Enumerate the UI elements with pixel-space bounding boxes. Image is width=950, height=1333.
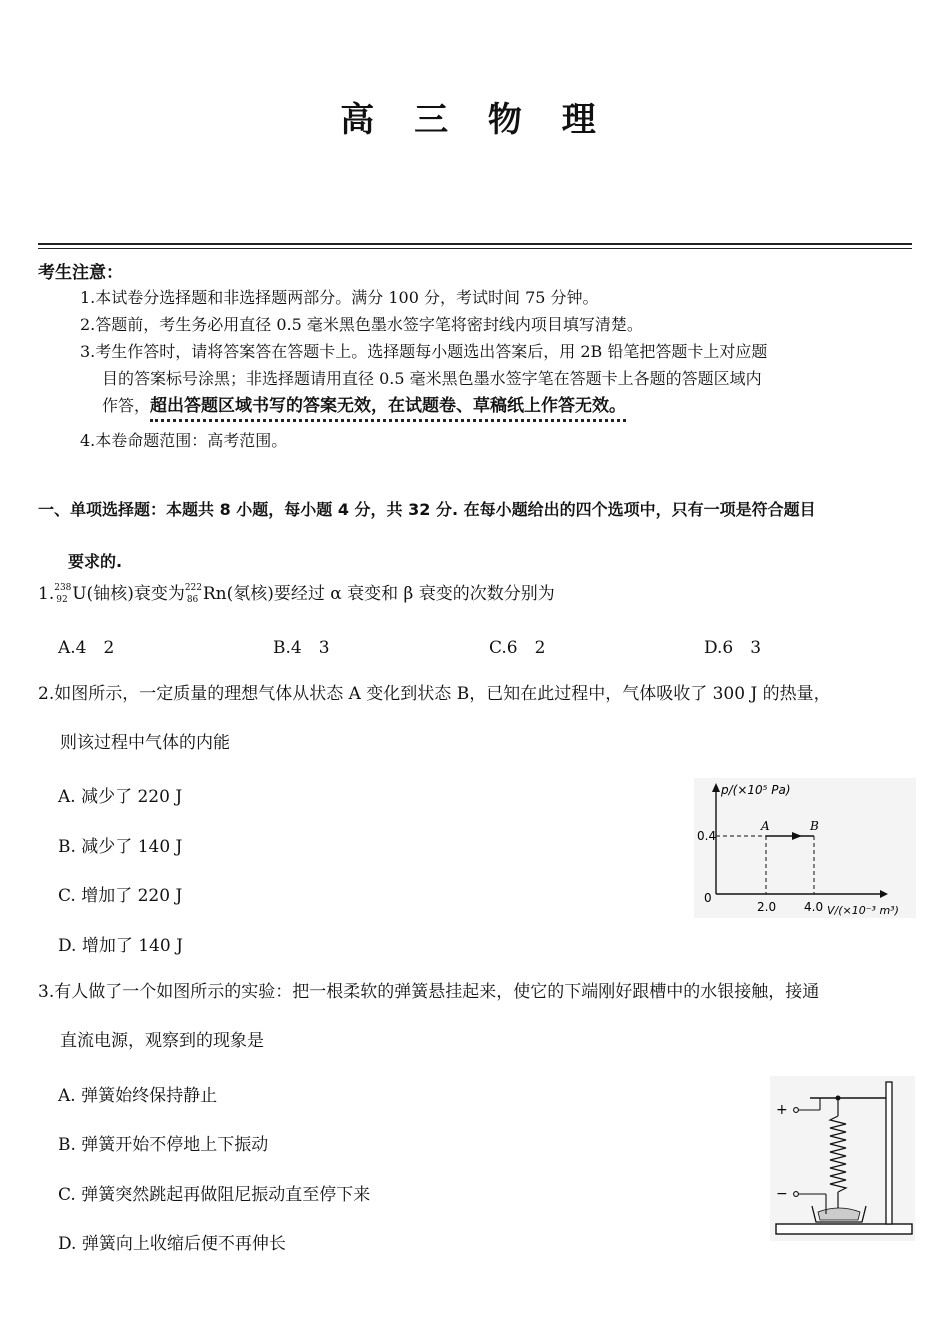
question-3-line-1: 3.有人做了一个如图所示的实验：把一根柔软的弹簧悬挂起来，使它的下端刚好跟槽中的水银接触，接通 xyxy=(38,982,820,1002)
question-2-stem xyxy=(38,670,918,768)
x-tick-label-1: 2.0 xyxy=(757,900,777,914)
apparatus-base xyxy=(776,1224,912,1234)
question-2-option-a[interactable]: A. 减少了 220 J xyxy=(58,787,183,807)
rn-nuclide-numbers: 222 86 xyxy=(184,582,203,605)
notice-item-3-line-2: 目的答案标号涂黑；非选择题请用直径 0.5 毫米黑色墨水签字笔在答题卡上各题的答题区域内 xyxy=(102,369,762,388)
origin-label: 0 xyxy=(704,891,712,905)
notice-item-2: 2.答题前，考生务必用直径 0.5 毫米黑色墨水签字笔将密封线内项目填写清楚。 xyxy=(80,315,643,334)
point-a-label: A xyxy=(761,819,770,833)
question-3-option-c[interactable]: C. 弹簧突然跳起再做阻尼振动直至停下来 xyxy=(58,1185,371,1205)
notice-item-4: 4.本卷命题范围：高考范围。 xyxy=(80,431,288,450)
stand-pole xyxy=(886,1082,892,1224)
question-2-option-d[interactable]: D. 增加了 140 J xyxy=(58,936,183,956)
question-3-option-d[interactable]: D. 弹簧向上收缩后便不再伸长 xyxy=(58,1234,286,1254)
header-rule-thin xyxy=(38,248,912,249)
notice-heading: 考生注意： xyxy=(38,263,123,283)
pv-diagram xyxy=(694,778,916,918)
x-axis-label: V/(×10⁻³ m³) xyxy=(827,904,899,917)
question-2-option-c[interactable]: C. 增加了 220 J xyxy=(58,886,183,906)
x-tick-label-2: 4.0 xyxy=(804,900,824,914)
question-2-option-b[interactable]: B. 减少了 140 J xyxy=(58,837,183,857)
question-1-stem: 1. 238 92 U(铀核)衰变为 222 86 Rn(氡核)要经过 α 衰变和 β 衰变的次数分别为 xyxy=(38,582,555,605)
question-1-option-a[interactable]: A.4 2 xyxy=(58,638,115,658)
question-1-option-c[interactable]: C.6 2 xyxy=(489,638,546,658)
section-heading-line-2: 要求的. xyxy=(68,552,123,571)
question-1-option-b[interactable]: B.4 3 xyxy=(273,638,330,658)
u-nuclide-numbers: 238 92 xyxy=(54,582,72,605)
header-rule-thick xyxy=(38,243,912,245)
page-title: 高 三 物 理 xyxy=(340,100,610,140)
minus-label: − xyxy=(776,1186,788,1202)
question-1-option-d[interactable]: D.6 3 xyxy=(704,638,762,658)
question-2-line-1: 2.如图所示，一定质量的理想气体从状态 A 变化到状态 B，已知在此过程中，气体吸收了 300 J 的热量， xyxy=(38,684,831,704)
notice-item-3-line-1: 3.考生作答时，请将答案答在答题卡上。选择题每小题选出答案后，用 2B 铅笔把答题卡上对应题 xyxy=(80,342,768,361)
mercury-pool xyxy=(818,1208,860,1220)
plus-label: + xyxy=(776,1102,788,1118)
spring-mercury-apparatus xyxy=(770,1076,915,1241)
y-tick-label: 0.4 xyxy=(697,829,717,843)
notice-item-3 xyxy=(80,338,915,420)
section-heading-line-1: 一、单项选择题：本题共 8 小题，每小题 4 分，共 32 分. 在每小题给出的四个选项中，只有一项是符合题目 xyxy=(38,500,816,519)
question-3-stem xyxy=(38,968,918,1066)
question-3-option-a[interactable]: A. 弹簧始终保持静止 xyxy=(58,1086,218,1106)
point-b-label: B xyxy=(810,819,819,833)
question-3-option-b[interactable]: B. 弹簧开始不停地上下振动 xyxy=(58,1135,269,1155)
notice-item-3-line-3: 作答，超出答题区域书写的答案无效，在试题卷、草稿纸上作答无效。 xyxy=(80,392,915,420)
y-axis-label: p/(×10⁵ Pa) xyxy=(721,783,791,797)
notice-item-1: 1.本试卷分选择题和非选择题两部分。满分 100 分，考试时间 75 分钟。 xyxy=(80,288,599,307)
question-2-line-2: 则该过程中气体的内能 xyxy=(60,733,230,753)
question-3-line-2: 直流电源，观察到的现象是 xyxy=(60,1031,264,1051)
notice-emphasis: 超出答题区域书写的答案无效，在试题卷、草稿纸上作答无效。 xyxy=(150,396,626,422)
clamp-joint xyxy=(836,1096,841,1101)
